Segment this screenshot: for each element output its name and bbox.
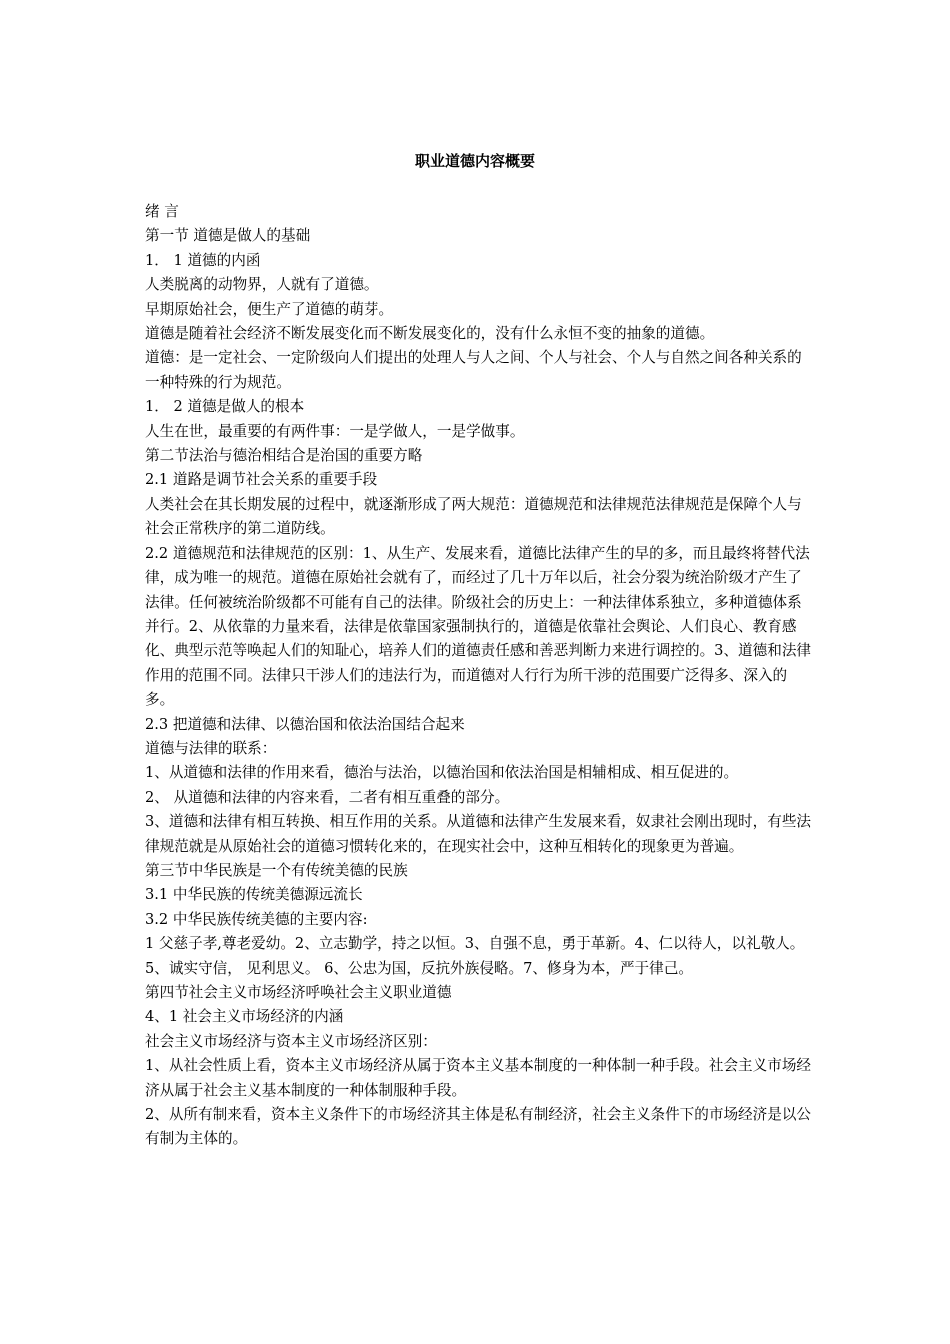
paragraph: 早期原始社会，便生产了道德的萌芽。	[145, 300, 394, 318]
paragraph: 道德是随着社会经济不断发展变化而不断发展变化的，没有什么永恒不变的抽象的道德。	[145, 325, 715, 343]
subsection-heading: 1． 2 道德是做人的根本	[145, 398, 305, 416]
paragraph: 社会主义市场经济与资本主义市场经济区别：	[145, 1032, 437, 1050]
paragraph: 道德：是一定社会、一定阶级向人们提出的处理人与人之间、个人与社会、个人与自然之间各种关系的一种特殊的行为规范。	[145, 349, 802, 391]
list-item: 2、从所有制来看，资本主义条件下的市场经济其主体是私有制经济，社会主义条件下的市场经济是以公有制为主体的。	[145, 1106, 812, 1148]
document-body	[145, 200, 815, 1152]
subsection-heading: 1． 1 道德的内函	[145, 251, 261, 269]
paragraph: 人类脱离的动物界，人就有了道德。	[145, 276, 379, 294]
section-heading: 第一节 道德是做人的基础	[145, 227, 311, 245]
section-heading: 第三节中华民族是一个有传统美德的民族	[145, 861, 408, 879]
list-item: 3、道德和法律有相互转换、相互作用的关系。从道德和法律产生发展来看，奴隶社会刚出现时，有些法律规范就是从原始社会的道德习惯转化来的，在现实社会中，这种互相转化的现象更为普遍。	[145, 813, 812, 855]
list-item: 1、从社会性质上看，资本主义市场经济从属于资本主义基本制度的一种体制一种手段。社会主义市场经济从属于社会主义基本制度的一种体制服种手段。	[145, 1057, 812, 1099]
list-item: 1 父慈子孝,尊老爱幼。2、立志勤学，持之以恒。3、自强不息，勇于革新。4、仁以待人，以礼敬人。	[145, 935, 805, 953]
subsection-heading: 3.2 中华民族传统美德的主要内容:	[145, 910, 368, 928]
subsection-heading: 4、1 社会主义市场经济的内涵	[145, 1008, 344, 1026]
subsection-heading: 2.3 把道德和法律、以德治国和依法治国结合起来	[145, 715, 465, 733]
list-item: 5、诚实守信， 见利思义。 6、公忠为国，反抗外族侵略。7、修身为本，严于律己。	[145, 959, 693, 977]
list-item: 1、从道德和法律的作用来看，德治与法治，以德治国和依法治国是相辅相成、相互促进的。	[145, 764, 739, 782]
list-item: 2、 从道德和法律的内容来看，二者有相互重叠的部分。	[145, 788, 510, 806]
section-heading: 第四节社会主义市场经济呼唤社会主义职业道德	[145, 984, 452, 1001]
subsection-heading: 3.1 中华民族的传统美德源远流长	[145, 886, 363, 904]
subsection-heading: 2.1 道路是调节社会关系的重要手段	[145, 471, 378, 489]
paragraph: 2.2 道德规范和法律规范的区别：1、从生产、发展来看，道德比法律产生的早的多，而且最终将替代法律，成为唯一的规范。道德在原始社会就有了，而经过了几十万年以后，社会分裂为统治阶级才产生了法律。任何被统治阶级都不可能有自己的法律。阶级社会的历史上：一种法律体系独立，多种道德体系并行。2、从依靠的力量来看，法律是依靠国家强制执行的，道德是依靠社会舆论、人们良心、教育感化、典型示范等唤起人们的知耻心，培养人们的道德责任感和善恶判断力来进行调控的。3、道德和法律作用的范围不同。法律只干涉人们的违法行为，而道德对人行行为所干涉的范围要广泛得多、深入的多。	[145, 544, 812, 709]
paragraph: 道德与法律的联系：	[145, 739, 277, 757]
paragraph: 人生在世，最重要的有两件事：一是学做人，一是学做事。	[145, 422, 525, 440]
section-heading: 第二节法治与德治相结合是治国的重要方略	[145, 447, 423, 465]
document-title: 职业道德内容概要	[414, 152, 535, 170]
paragraph-intro: 绪 言	[145, 203, 179, 220]
paragraph: 人类社会在其长期发展的过程中，就逐渐形成了两大规范：道德规范和法律规范法律规范是保障个人与社会正常秩序的第二道防线。	[145, 495, 802, 538]
